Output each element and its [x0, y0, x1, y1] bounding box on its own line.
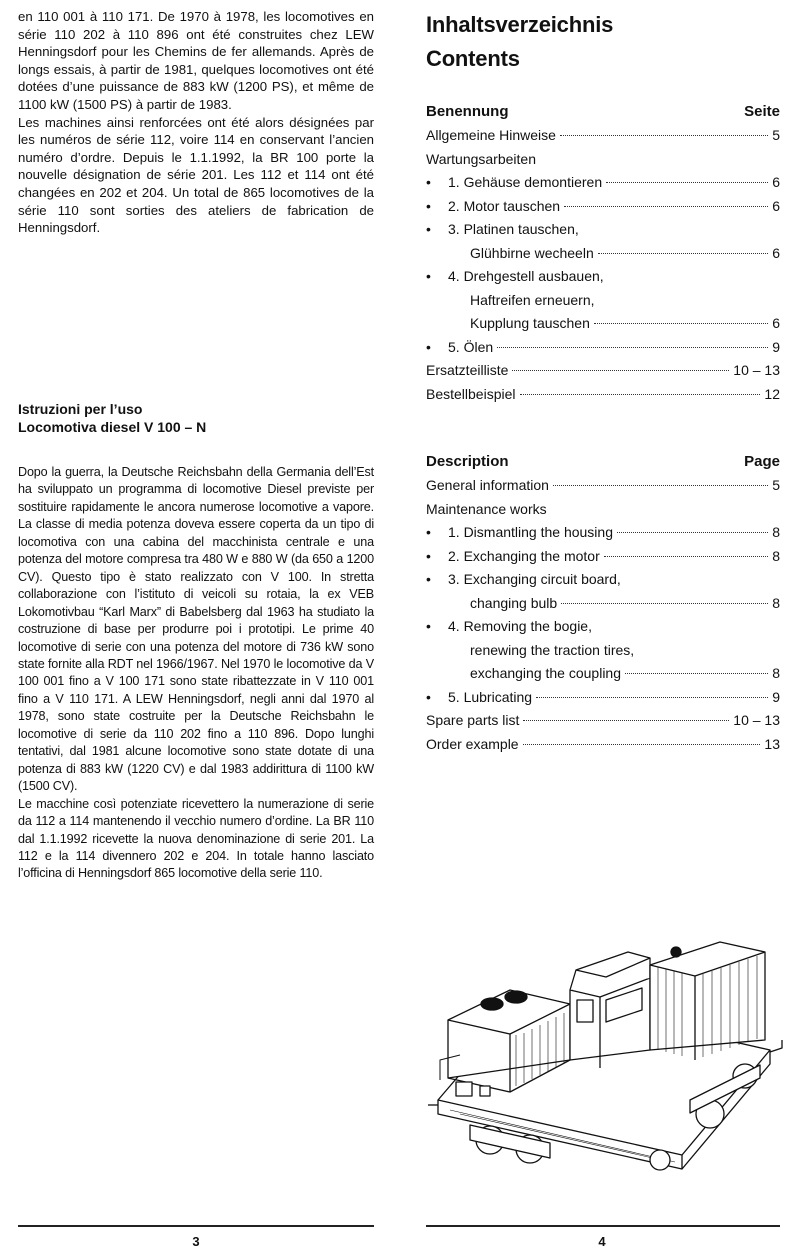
toc-entry	[426, 568, 780, 592]
toc-entry-label: 2. Motor tauschen	[448, 197, 561, 214]
toc-entry-page: 10 – 13	[733, 712, 780, 728]
bullet: •	[426, 174, 431, 190]
toc-entry-label: 4. Removing the bogie,	[448, 618, 592, 634]
toc-entry-label: 2. Exchanging the motor	[448, 547, 600, 564]
toc-entry	[426, 639, 780, 663]
toc-de-col-page: Seite	[744, 103, 780, 120]
bullet: •	[426, 571, 431, 587]
toc-entry-page: 8	[772, 665, 780, 681]
toc-title-de: Inhaltsverzeichnis	[426, 12, 614, 37]
toc-leader	[561, 603, 768, 604]
left-column	[18, 8, 374, 237]
toc-entry	[426, 195, 780, 219]
toc-entry-label: changing bulb	[470, 594, 558, 611]
toc-leader	[606, 182, 768, 183]
toc-entry-label: 1. Gehäuse demontieren	[448, 174, 603, 190]
toc-entry-label: Allgemeine Hinweise	[426, 127, 556, 143]
toc-en-col-page: Page	[744, 453, 780, 470]
toc-entry-page: 13	[764, 735, 780, 752]
toc-entry-page: 8	[772, 547, 780, 564]
toc-entry	[426, 265, 780, 289]
italian-heading-2: Locomotiva diesel V 100 – N	[18, 419, 207, 435]
toc-entry	[426, 218, 780, 242]
page-number-right: 4	[598, 1234, 606, 1249]
toc-de-col-name: Benennung	[426, 103, 509, 120]
toc-leader	[598, 253, 768, 254]
toc-entry	[426, 171, 780, 195]
bullet: •	[426, 197, 431, 214]
toc-entry-page: 9	[772, 338, 780, 355]
toc-entry	[426, 709, 780, 733]
toc-leader	[497, 347, 768, 348]
toc-entry	[426, 359, 780, 383]
locomotive-illustration	[420, 900, 790, 1190]
toc-section-label: Maintenance works	[426, 500, 547, 517]
toc-entry-page: 5	[772, 477, 780, 493]
italian-paragraph-1: Dopo la guerra, la Deutsche Reichsbahn della Germania dell’Est ha sviluppato un programma di locomotive Diesel previste per sostituire rapidamente le ancora numerose locomotive a vapore. La classe di media potenza doveva essere coperta da un tipo di locomotiva con una cabina del macchinista centrale e una potenza del motore compresa tra 480 W e 880 W (da 650 a 1200 CV). Questo tipo è stato realizzato con V 100. In stretta collaborazione con l’istituto di veicoli su rotaia, la ex VEB Lokomotivbau “Karl Marx” di Babelsberg dal 1963 ha studiato la costruzione di base per produrre poi i prototipi. Le prime 40 locomotive di serie con una potenza del motore di 736 kW sono state fornite alla RDT nel 1966/1967. Nel 1970 le locomotive da V 100 001 fino a V 100 171 sono state ribattezzate in V 110 001 fino a V 110 171. A LEW Henningsdorf, negli anni dal 1970 al 1978, sono state costruite per la Deutsche Reichsbahn le locomotive di serie da 110 202 fino a 110 896. Dopo lunghi tentativi, dal 1981 alcune locomotive sono state dotate di una potenza di 883 kW (1220 CV) e dal 1983 addirittura di 1100 kW (1500 CV).	[18, 465, 374, 794]
toc-title-en: Contents	[426, 46, 520, 71]
toc-entry-label: Ersatzteilliste	[426, 362, 509, 378]
toc-title	[426, 8, 780, 76]
toc-entry	[426, 733, 780, 757]
toc-entry	[426, 545, 780, 569]
toc-leader	[604, 556, 768, 557]
footer-rule-right	[426, 1225, 780, 1227]
toc-entry-page: 12	[764, 385, 780, 402]
toc-leader	[523, 744, 761, 745]
bullet: •	[426, 688, 431, 705]
bullet: •	[426, 524, 431, 540]
toc-entry	[426, 521, 780, 545]
toc-entry-page: 9	[772, 688, 780, 705]
toc-entry-page: 6	[772, 174, 780, 190]
italian-heading-1: Istruzioni per l’uso	[18, 401, 143, 417]
toc-entry	[426, 336, 780, 360]
toc-leader	[617, 532, 768, 533]
toc-german	[426, 100, 780, 406]
toc-de-header	[426, 100, 780, 124]
toc-entry	[426, 662, 780, 686]
toc-entry-label: Order example	[426, 735, 519, 752]
toc-entry-label: renewing the traction tires,	[470, 641, 635, 658]
toc-entry-page: 6	[772, 197, 780, 214]
toc-entry-label: Spare parts list	[426, 712, 520, 728]
bullet: •	[426, 618, 431, 634]
toc-leader	[520, 394, 761, 395]
toc-entry-label: 3. Exchanging circuit board,	[448, 571, 621, 587]
french-paragraph-2: Les machines ainsi renforcées ont été alors désignées par les numéros de série 112, voire 114 en conservant l’ancien numéro d’ordre. Depuis le 1.1.1992, la BR 100 porte la nouvelle désignation de série 201. Les 112 et 114 ont été changées en 202 et 204. Un total de 865 locomotives de la série 110 sont sorties des ateliers de fabrication de Henningsdorf.	[18, 114, 374, 236]
toc-entry	[426, 592, 780, 616]
toc-entry-label: 5. Ölen	[448, 338, 494, 355]
toc-entry-label: Haftreifen erneuern,	[470, 291, 595, 308]
toc-en-col-name: Description	[426, 453, 509, 470]
toc-entry-page: 10 – 13	[733, 362, 780, 378]
toc-leader	[523, 720, 729, 721]
toc-entry-label: 3. Platinen tauschen,	[448, 221, 579, 237]
bullet: •	[426, 547, 431, 564]
italian-paragraph-2: Le macchine così potenziate ricevettero la numerazione di serie da 112 a 114 mantenendo il vecchio numero d’ordine. La BR 110 dal 1.1.1992 ricevette la nuova denominazione di serie 201. La 112 e la 114 divennero 202 e 204. In totale hanno lasciato l’officina di Henningsdorf 865 locomotive della serie 110.	[18, 796, 374, 881]
toc-entry-page: 8	[772, 594, 780, 611]
toc-entry	[426, 474, 780, 498]
toc-entry	[426, 124, 780, 148]
toc-entry-label: Kupplung tauschen	[470, 315, 590, 331]
toc-entry-label: Bestellbeispiel	[426, 385, 516, 402]
toc-en-header	[426, 450, 780, 474]
toc-entry	[426, 242, 780, 266]
toc-section-label: Wartungsarbeiten	[426, 150, 536, 167]
toc-entry	[426, 615, 780, 639]
toc-leader	[625, 673, 768, 674]
french-paragraph-1: en 110 001 à 110 171. De 1970 à 1978, les locomotives en série 110 202 à 110 896 ont été construites chez LEW Henningsdorf pour les Chemins de fer allemands. Après de longs essais, à partir de 1981, quelques locomotives ont été dotées d’une puissance de 883 kW (1200 PS), et même de 1100 kW (1500 PS) à partir de 1983.	[18, 9, 374, 112]
toc-entry-label: Glühbirne wecheeln	[470, 244, 594, 261]
toc-entry	[426, 312, 780, 336]
toc-entry-page: 8	[772, 524, 780, 540]
toc-leader	[536, 697, 768, 698]
toc-leader	[560, 135, 768, 136]
toc-entry-page: 6	[772, 315, 780, 331]
toc-entry-page: 5	[772, 127, 780, 143]
toc-leader	[564, 206, 768, 207]
page-number-left: 3	[192, 1234, 200, 1249]
toc-entry-label: 5. Lubricating	[448, 688, 533, 705]
toc-entry-label: 4. Drehgestell ausbauen,	[448, 268, 604, 284]
toc-leader	[594, 323, 768, 324]
bullet: •	[426, 338, 431, 355]
toc-english	[426, 450, 780, 756]
italian-heading	[18, 400, 374, 436]
toc-leader	[553, 485, 768, 486]
bullet: •	[426, 268, 431, 284]
toc-entry	[426, 686, 780, 710]
bullet: •	[426, 221, 431, 237]
toc-entry-label: 1. Dismantling the housing	[448, 524, 613, 540]
toc-entry	[426, 383, 780, 407]
toc-leader	[512, 370, 729, 371]
toc-entry	[426, 289, 780, 313]
toc-entry-page: 6	[772, 244, 780, 261]
footer-rule-left	[18, 1225, 374, 1227]
toc-entry-label: exchanging the coupling	[470, 665, 622, 681]
toc-entry-label: General information	[426, 477, 549, 493]
italian-body	[18, 464, 374, 883]
